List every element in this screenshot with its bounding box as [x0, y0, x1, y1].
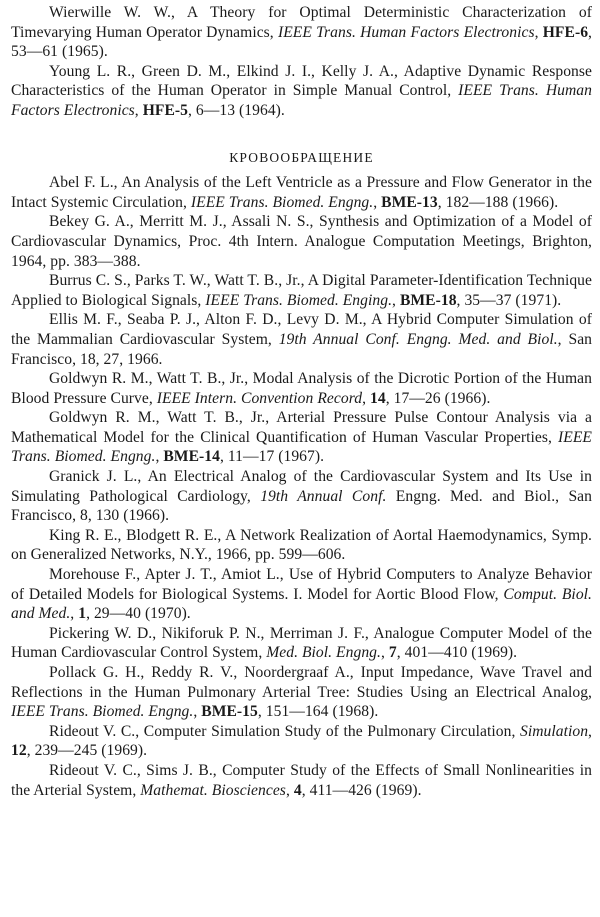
reference-text: , 239—245 (1969).: [26, 742, 148, 760]
reference-entry: [11, 624, 592, 663]
reference-text: Young L. R., Green D. M., Elkind J. I., Kelly J. A., Adaptive Dynamic Response Characteristics of the Human Operator in Simple Manual Control,: [11, 62, 592, 100]
reference-text: 14: [370, 389, 386, 407]
reference-text: IEEE Intern. Convention Record: [156, 389, 363, 407]
reference-text: 1: [78, 605, 87, 623]
reference-text: Ellis M. F., Seaba P. J., Alton F. D., Levy D. M., A Hybrid Computer Simulation of the Mammalian Cardiovascular System,: [11, 311, 592, 348]
reference-text: Burrus C. S., Parks T. W., Watt T. B., Jr., A Digital Parameter-Identification Technique Applied to Biological Signals,: [11, 272, 592, 309]
reference-text: , 35—37 (1971).: [456, 291, 562, 309]
reference-entry: [11, 408, 592, 467]
reference-text: IEEE Trans. Human Factors Electronics: [277, 23, 535, 41]
reference-text: 7: [388, 644, 397, 662]
reference-text: 19th Annual Conf.: [260, 487, 387, 505]
references-section-1: [11, 3, 592, 121]
reference-text: , 29—40 (1970).: [86, 605, 191, 623]
reference-text: Pickering W. D., Nikiforuk P. N., Merriman J. F., Analogue Computer Model of the Human Cardiovascular Control System,: [11, 624, 592, 662]
reference-text: Med. Biol. Engng.: [266, 644, 381, 662]
reference-entry: [11, 467, 592, 526]
reference-entry: [11, 761, 592, 800]
reference-entry: [11, 212, 592, 271]
reference-text: , 151—164 (1968).: [257, 703, 379, 721]
reference-text: Mathemat. Biosciences: [140, 781, 286, 799]
reference-text: IEEE Trans. Biomed. Engng.: [190, 193, 374, 211]
reference-entry: [11, 722, 592, 761]
reference-text: Bekey G. A., Merritt M. J., Assali N. S., Synthesis and Optimization of a Model of Cardiovascular Dynamics, Proc. 4th Intern. Analogue Computation Meetings, Brighton, 1964, pp. 383—388.: [11, 213, 592, 270]
references-section-2: [11, 173, 592, 800]
reference-text: BME-13: [381, 193, 438, 211]
page: [0, 3, 600, 917]
reference-text: Pollack G. H., Reddy R. V., Noordergraaf A., Input Impedance, Wave Travel and Reflections in the Human Pulmonary Arterial Tree: Studies Using an Electrical Analog,: [11, 664, 592, 701]
reference-text: 19th Annual Conf. Engng. Med. and Biol.: [278, 330, 558, 348]
reference-text: King R. E., Blodgett R. E., A Network Realization of Aortal Haemodynamics, Symp. on Generalized Networks, N.Y., 1966, pp. 599—606.: [11, 526, 592, 564]
reference-text: IEEE Trans. Human Factors Electronics: [11, 82, 592, 119]
reference-text: Simulation: [519, 722, 589, 740]
reference-text: ,: [134, 101, 143, 119]
reference-text: Rideout V. C., Sims J. B., Computer Study of the Effects of Small Nonlinearities in the Arterial System,: [11, 761, 592, 799]
reference-entry: [11, 526, 592, 565]
reference-text: , 17—26 (1966).: [385, 389, 491, 407]
reference-text: Wierwille W. W., A Theory for Optimal Deterministic Characterization of Timevarying Human Operator Dynamics,: [11, 4, 592, 41]
reference-text: , 11—17 (1967).: [219, 448, 325, 466]
reference-text: Morehouse F., Apter J. T., Amiot L., Use of Hybrid Computers to Analyze Behavior of Detailed Models for Biological Systems. I. Model for Aortic Blood Flow,: [11, 566, 592, 603]
reference-text: , 411—426 (1969).: [301, 781, 422, 799]
reference-text: Engng. Med. and Biol., San Francisco, 8, 130 (1966).: [11, 487, 592, 525]
reference-text: Abel F. L., An Analysis of the Left Ventricle as a Pressure and Flow Generator in the Intact Systemic Circulation,: [11, 174, 592, 211]
reference-text: Granick J. L., An Electrical Analog of the Cardiovascular System and Its Use in Simulating Pathological Cardiology,: [11, 468, 592, 505]
reference-text: ,: [380, 644, 389, 662]
reference-entry: [11, 3, 592, 62]
reference-text: IEEE Trans. Biomed. Engng.: [11, 703, 194, 721]
reference-text: , San Francisco, 18, 27, 1966.: [11, 330, 593, 368]
reference-text: ,: [588, 722, 592, 740]
reference-text: ,: [285, 781, 294, 799]
section-heading: КРОВООБРАЩЕНИЕ: [229, 149, 374, 165]
reference-text: BME-15: [201, 703, 258, 721]
reference-text: BME-18: [399, 291, 457, 309]
reference-text: Goldwyn R. M., Watt T. B., Jr., Modal Analysis of the Dicrotic Portion of the Human Blood Pressure Curve,: [11, 370, 592, 407]
reference-text: HFE-6: [542, 23, 589, 41]
reference-text: ,: [193, 703, 202, 721]
reference-text: 4: [293, 781, 302, 799]
reference-text: Comput. Biol. and Med.: [11, 585, 592, 623]
reference-text: , 6—13 (1964).: [188, 101, 285, 119]
reference-text: IEEE Trans. Biomed. Engng.: [11, 428, 592, 466]
reference-text: ,: [155, 448, 164, 466]
reference-text: Goldwyn R. M., Watt T. B., Jr., Arterial Pressure Pulse Contour Analysis via a Mathematical Model for the Clinical Quantification of Human Vascular Properties,: [11, 409, 592, 446]
reference-entry: [11, 663, 592, 722]
reference-text: IEEE Trans. Biomed. Enging.: [205, 291, 393, 309]
reference-text: , 182—188 (1966).: [437, 193, 559, 211]
reference-text: ,: [362, 389, 370, 407]
reference-entry: [11, 271, 592, 310]
reference-text: BME-14: [163, 448, 220, 466]
reference-entry: [11, 310, 592, 369]
reference-entry: [11, 565, 592, 624]
reference-text: Rideout V. C., Computer Simulation Study of the Pulmonary Circulation,: [49, 722, 520, 740]
reference-text: 12: [11, 742, 27, 760]
reference-entry: [11, 173, 592, 212]
reference-text: , 53—61 (1965).: [11, 23, 592, 61]
reference-entry: [11, 369, 592, 408]
reference-text: ,: [373, 193, 382, 211]
reference-text: ,: [534, 23, 543, 41]
reference-entry: [11, 62, 592, 121]
reference-text: HFE-5: [142, 101, 188, 119]
reference-text: , 401—410 (1969).: [396, 644, 518, 662]
reference-text: ,: [70, 605, 79, 623]
reference-text: ,: [392, 291, 400, 309]
